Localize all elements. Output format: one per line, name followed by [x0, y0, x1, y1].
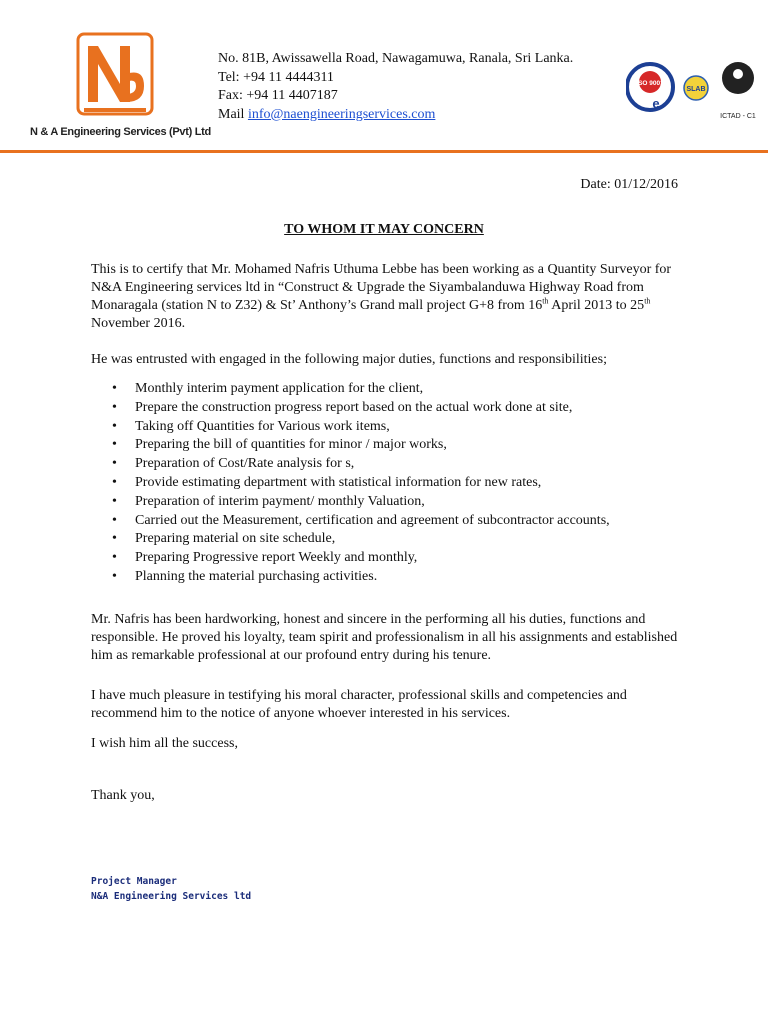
list-item: • Preparing the bill of quantities for minor / major works, [112, 437, 447, 453]
slab-accreditation-icon [684, 76, 708, 100]
list-item: • Taking off Quantities for Various work items, [112, 418, 390, 434]
list-item: • Prepare the construction progress report based on the actual work done at site, [112, 399, 573, 415]
iso-label: ISO 9001 [636, 80, 664, 87]
list-item: • Preparing Progressive report Weekly and monthly, [112, 550, 418, 566]
list-item: • Preparation of interim payment/ monthly Valuation, [112, 493, 425, 509]
slab-label: SLAB [686, 86, 706, 93]
wishes-line: I wish him all the success, [91, 735, 238, 751]
signatory-company: N&A Engineering Services ltd [91, 891, 252, 902]
ictad-icon [720, 62, 756, 120]
signatory-title: Project Manager [91, 876, 177, 887]
list-item: • Monthly interim payment application for the client, [112, 381, 424, 396]
list-item: • Carried out the Measurement, certification and agreement of subcontractor accounts, [112, 512, 610, 528]
iso-certification-icon [627, 64, 673, 111]
certification-paragraph: This is to certify that Mr. Mohamed Nafris Uthuma Lebbe has been working as a Quantity Surveyor for N&A Engineering services ltd in “Construct & Upgrade the Siyambalanduwa Highway Road from Monaragala (station N to Z32) & St’ Anthony’s Grand mall project G+8 from 16th April 2013 to 25th November 2016. [91, 262, 672, 331]
address: No. 81B, Awissawella Road, Nawagamuwa, Ranala, Sri Lanka. [218, 51, 574, 66]
character-paragraph: Mr. Nafris has been hardworking, honest and sincere in the performing all his duties, functions and responsible. He proved his loyalty, team spirit and professionalism in all his assignments and established him as remarkable professional at our profound entry during his tenure. [91, 611, 678, 663]
company-logo [30, 32, 211, 140]
signature-block [91, 874, 251, 904]
mail-line [218, 106, 573, 125]
letterhead [0, 0, 768, 150]
list-item: • Preparing material on site schedule, [112, 531, 336, 547]
contact-block [218, 50, 573, 124]
ictad-label: ICTAD - C1 [720, 113, 756, 120]
duties-intro: He was entrusted with engaged in the following major duties, functions and responsibilities; [91, 352, 607, 367]
duties-list [91, 380, 681, 587]
mail-label: Mail [218, 106, 248, 122]
list-item: • Preparation of Cost/Rate analysis for s, [112, 456, 355, 472]
svg-text:e: e [652, 96, 660, 111]
list-item: • Planning the material purchasing activities. [112, 568, 378, 584]
letter-subject: TO WHOM IT MAY CONCERN [284, 222, 484, 237]
list-item: • Provide estimating department with statistical information for new rates, [112, 474, 542, 490]
email-link[interactable]: info@naengineeringservices.com [247, 106, 436, 122]
letter-body [91, 261, 681, 805]
telephone: Tel: +94 11 4444311 [218, 69, 334, 85]
header-divider [0, 150, 768, 153]
recommendation-paragraph: I have much pleasure in testifying his moral character, professional skills and competencies and recommend him to the notice of anyone whoever interested in his services. [91, 687, 627, 721]
closing-line: Thank you, [91, 787, 155, 803]
company-name: N & A Engineering Services (Pvt) Ltd [30, 126, 211, 138]
fax: Fax: +94 11 4407187 [218, 88, 338, 103]
certification-logos [626, 52, 761, 122]
letter-date: Date: 01/12/2016 [580, 177, 678, 192]
na-logo-icon [76, 32, 154, 124]
